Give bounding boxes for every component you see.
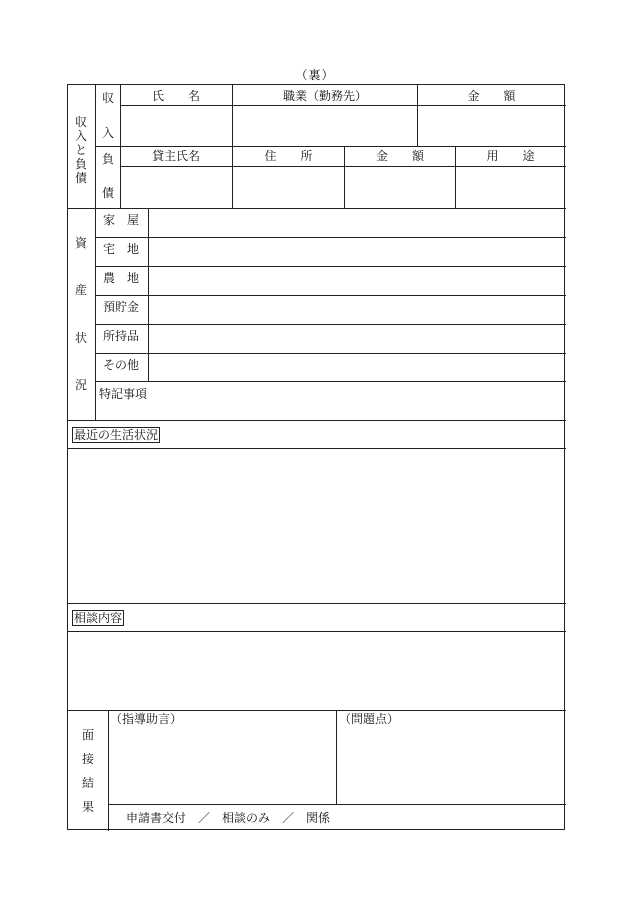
asset-other-field[interactable] [149, 354, 565, 381]
interview-label-char: 果 [81, 800, 94, 814]
assets-label-char: 産 [74, 283, 87, 297]
interview-label-char: 面 [81, 728, 94, 742]
income-label-char: 収 [101, 91, 114, 105]
assets-label-char: 資 [74, 236, 87, 250]
income-debt-char: 債 [74, 171, 87, 185]
guidance-field[interactable] [109, 727, 336, 803]
interview-label-char: 結 [81, 776, 94, 790]
asset-house-label: 家 屋 [103, 213, 140, 227]
asset-other-label: その他 [103, 358, 140, 372]
debt-amount-field[interactable] [345, 167, 455, 208]
living-situation-label: 最近の生活状況 [74, 428, 159, 442]
debt-label-char: 債 [101, 186, 114, 200]
debt-header-amount: 金 額 [375, 149, 424, 163]
debt-header-address: 住 所 [264, 149, 313, 163]
page-title: （裏） [295, 68, 335, 82]
notes-label: 特記事項 [99, 387, 148, 401]
asset-belongings-field[interactable] [149, 325, 565, 353]
assets-label-char: 況 [74, 378, 87, 392]
income-occupation-field[interactable] [233, 106, 417, 146]
income-header-name: 氏 名 [151, 89, 200, 103]
income-header-amount: 金 額 [467, 89, 516, 103]
assets-label-char: 状 [74, 331, 87, 345]
consultation-field[interactable] [69, 632, 565, 710]
living-situation-field[interactable] [69, 449, 565, 603]
income-header-occupation: 職業（勤務先） [282, 89, 367, 103]
asset-farmland-field[interactable] [149, 267, 565, 295]
income-label-char: 入 [101, 126, 114, 140]
debt-header-purpose: 用 途 [486, 149, 535, 163]
debt-lender-field[interactable] [121, 167, 232, 208]
debt-address-field[interactable] [233, 167, 344, 208]
debt-label-char: 負 [101, 152, 114, 166]
debt-header-lender: 貸主氏名 [151, 149, 200, 163]
income-name-field[interactable] [121, 106, 232, 146]
income-debt-char: 収 [74, 115, 87, 129]
income-debt-char: 入 [74, 129, 87, 143]
asset-residential-land-label: 宅 地 [103, 242, 140, 256]
issues-label: （問題点） [339, 712, 400, 726]
issues-field[interactable] [337, 727, 565, 803]
asset-savings-label: 預貯金 [103, 300, 140, 314]
outcome-options[interactable]: 申請書交付 ／ 相談のみ ／ 関係 [126, 811, 331, 825]
asset-belongings-label: 所持品 [103, 329, 140, 343]
income-debt-char: と [74, 143, 87, 157]
income-amount-field[interactable] [418, 106, 565, 146]
interview-label-char: 接 [81, 752, 94, 766]
debt-purpose-field[interactable] [456, 167, 565, 208]
income-debt-char: 負 [74, 157, 87, 171]
notes-field[interactable] [96, 382, 565, 420]
asset-farmland-label: 農 地 [103, 271, 140, 285]
asset-residential-land-field[interactable] [149, 238, 565, 266]
guidance-label: （指導助言） [110, 712, 183, 726]
asset-savings-field[interactable] [149, 296, 565, 324]
asset-house-field[interactable] [149, 209, 565, 237]
consultation-label: 相談内容 [74, 611, 123, 625]
form-sheet [67, 84, 565, 830]
